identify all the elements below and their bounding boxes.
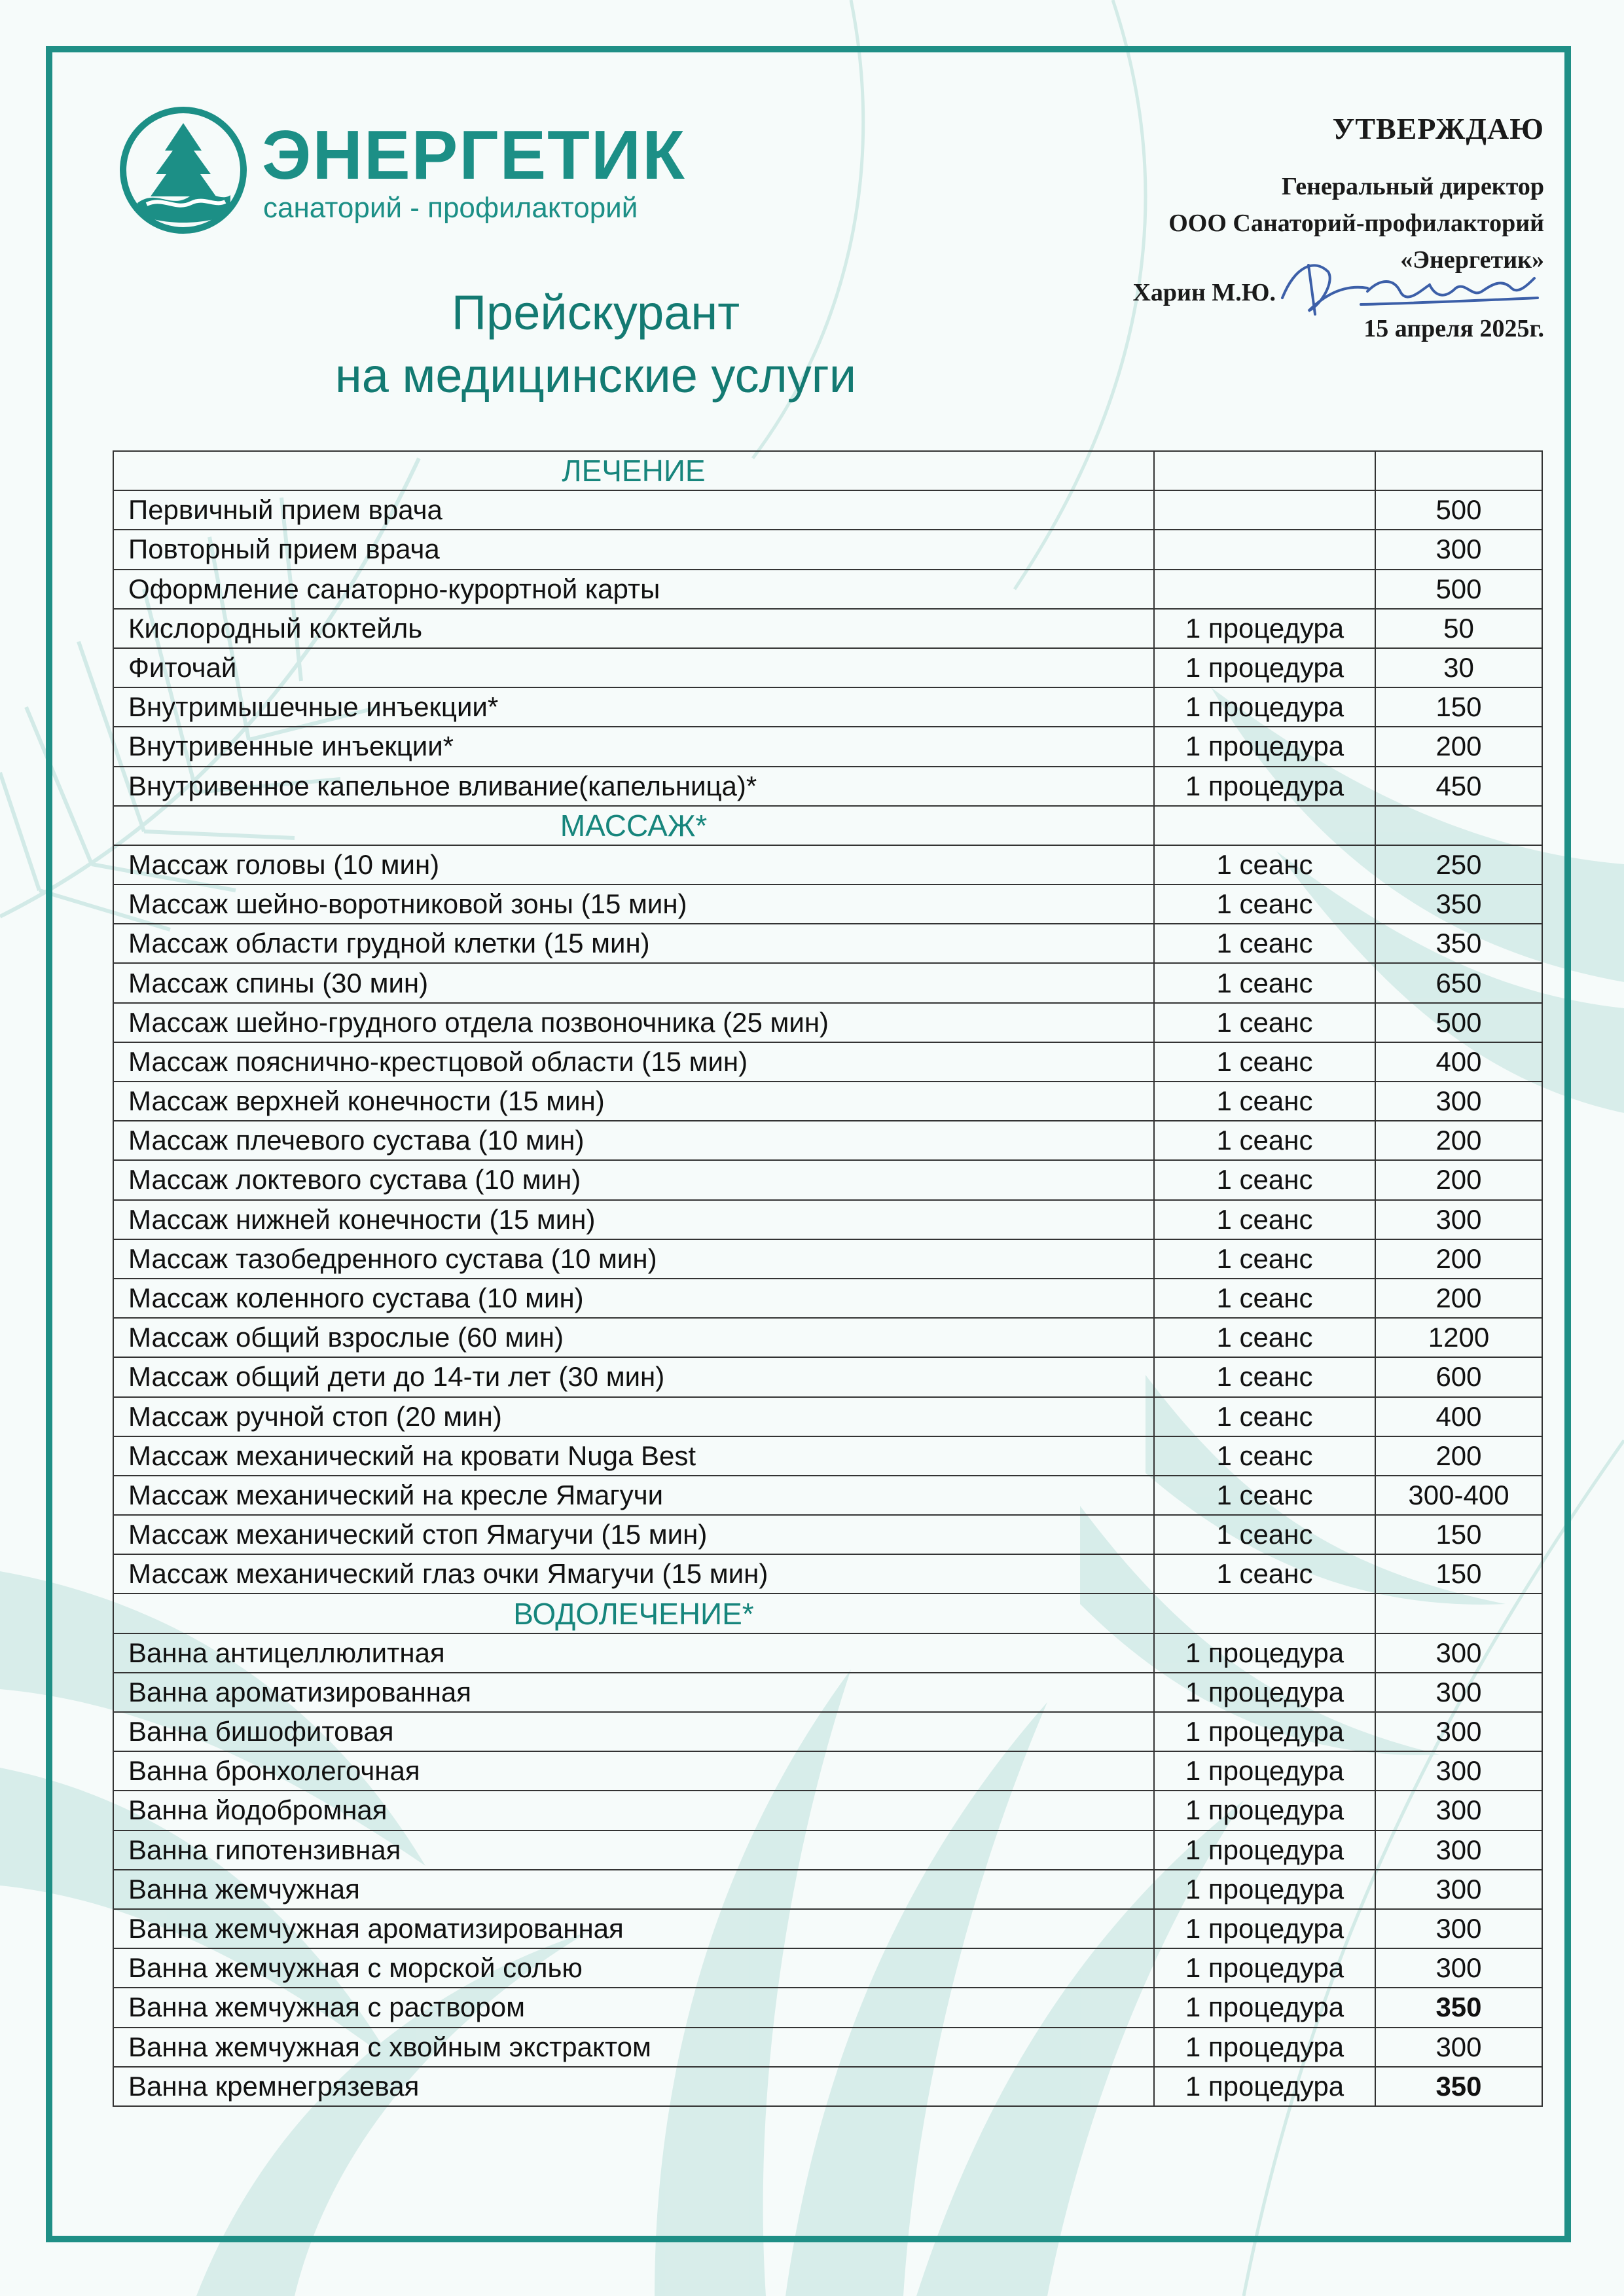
service-unit: 1 процедура [1154, 1751, 1375, 1791]
service-price: 300 [1375, 1200, 1542, 1239]
service-unit: 1 процедура [1154, 1633, 1375, 1673]
table-row [113, 1082, 1542, 1121]
service-unit: 1 сеанс [1154, 924, 1375, 963]
table-row [113, 1712, 1542, 1751]
service-price: 150 [1375, 687, 1542, 727]
table-row [113, 490, 1542, 530]
service-name: Ванна йодобромная [113, 1791, 1154, 1830]
service-unit: 1 сеанс [1154, 1160, 1375, 1199]
table-row [113, 1870, 1542, 1909]
service-unit [1154, 490, 1375, 530]
service-unit: 1 сеанс [1154, 845, 1375, 884]
table-row [113, 963, 1542, 1002]
service-unit: 1 процедура [1154, 1712, 1375, 1751]
service-price: 1200 [1375, 1318, 1542, 1357]
service-unit: 1 сеанс [1154, 1279, 1375, 1318]
service-unit: 1 процедура [1154, 1831, 1375, 1870]
service-price: 400 [1375, 1397, 1542, 1436]
service-unit: 1 процедура [1154, 1870, 1375, 1909]
service-name: Массаж механический на кровати Nuga Best [113, 1436, 1154, 1476]
service-name: Фиточай [113, 648, 1154, 687]
service-price: 200 [1375, 1121, 1542, 1160]
table-row [113, 1909, 1542, 1948]
service-unit: 1 сеанс [1154, 1042, 1375, 1082]
table-row [113, 687, 1542, 727]
service-price: 300 [1375, 1831, 1542, 1870]
service-unit: 1 сеанс [1154, 1121, 1375, 1160]
section-empty-cell [1154, 1594, 1375, 1633]
service-price: 350 [1375, 924, 1542, 963]
table-row [113, 1673, 1542, 1712]
service-name: Массаж головы (10 мин) [113, 845, 1154, 884]
service-name: Массаж коленного сустава (10 мин) [113, 1279, 1154, 1318]
service-name: Ванна кремнегрязевая [113, 2067, 1154, 2106]
section-title: ЛЕЧЕНИЕ [113, 451, 1154, 490]
approval-company-name: «Энергетик» [1400, 246, 1544, 274]
table-row [113, 648, 1542, 687]
table-row [113, 2028, 1542, 2067]
approval-date: 15 апреля 2025г. [1363, 315, 1544, 342]
approval-block [981, 111, 1544, 345]
service-price: 300 [1375, 1673, 1542, 1712]
service-name: Массаж шейно-воротниковой зоны (15 мин) [113, 884, 1154, 924]
service-name: Массаж тазобедренного сустава (10 мин) [113, 1239, 1154, 1279]
service-price: 300 [1375, 530, 1542, 569]
service-name: Ванна бишофитовая [113, 1712, 1154, 1751]
service-price: 500 [1375, 1003, 1542, 1042]
table-row [113, 1318, 1542, 1357]
service-name: Ванна жемчужная [113, 1870, 1154, 1909]
page-title [262, 282, 929, 407]
service-price: 300 [1375, 1751, 1542, 1791]
table-row [113, 2067, 1542, 2106]
section-title: ВОДОЛЕЧЕНИЕ* [113, 1594, 1154, 1633]
service-price: 300 [1375, 2028, 1542, 2067]
table-row [113, 1160, 1542, 1199]
page-title-line2: на медицинские услуги [334, 348, 857, 403]
service-name: Массаж общий взрослые (60 мин) [113, 1318, 1154, 1357]
service-unit: 1 сеанс [1154, 1436, 1375, 1476]
service-unit: 1 процедура [1154, 727, 1375, 766]
service-unit: 1 сеанс [1154, 884, 1375, 924]
service-name: Ванна жемчужная с раствором [113, 1988, 1154, 2027]
table-row [113, 845, 1542, 884]
table-row [113, 609, 1542, 648]
service-name: Внутривенные инъекции* [113, 727, 1154, 766]
service-name: Массаж локтевого сустава (10 мин) [113, 1160, 1154, 1199]
service-unit: 1 процедура [1154, 2067, 1375, 2106]
logo-subtitle: санаторий - профилакторий [263, 192, 638, 224]
table-row [113, 1476, 1542, 1515]
service-price: 450 [1375, 767, 1542, 806]
service-unit: 1 процедура [1154, 1909, 1375, 1948]
table-row [113, 1751, 1542, 1791]
signature-icon [1269, 252, 1544, 324]
service-price: 300-400 [1375, 1476, 1542, 1515]
service-unit: 1 сеанс [1154, 1082, 1375, 1121]
service-unit: 1 процедура [1154, 1988, 1375, 2027]
section-header-row [113, 1594, 1542, 1633]
service-name: Массаж общий дети до 14-ти лет (30 мин) [113, 1357, 1154, 1396]
service-price: 200 [1375, 1239, 1542, 1279]
service-name: Внутримышечные инъекции* [113, 687, 1154, 727]
service-unit: 1 процедура [1154, 1673, 1375, 1712]
approval-position: Генеральный директор [1281, 173, 1544, 200]
section-empty-cell [1375, 1594, 1542, 1633]
service-price: 30 [1375, 648, 1542, 687]
service-price: 150 [1375, 1515, 1542, 1554]
service-price: 500 [1375, 570, 1542, 609]
table-row [113, 1791, 1542, 1830]
service-price: 300 [1375, 1082, 1542, 1121]
section-header-row [113, 806, 1542, 845]
table-row [113, 1042, 1542, 1082]
table-row [113, 1279, 1542, 1318]
table-row [113, 1633, 1542, 1673]
service-unit: 1 сеанс [1154, 1476, 1375, 1515]
logo-name: ЭНЕРГЕТИК [262, 117, 686, 194]
approval-director-name: Харин М.Ю. [1132, 279, 1276, 306]
table-row [113, 570, 1542, 609]
service-name: Внутривенное капельное вливание(капельница)* [113, 767, 1154, 806]
service-name: Массаж пояснично-крестцовой области (15 мин) [113, 1042, 1154, 1082]
table-row [113, 1988, 1542, 2027]
service-name: Массаж верхней конечности (15 мин) [113, 1082, 1154, 1121]
service-unit: 1 сеанс [1154, 1318, 1375, 1357]
service-unit: 1 сеанс [1154, 963, 1375, 1002]
service-name: Массаж механический стоп Ямагучи (15 мин) [113, 1515, 1154, 1554]
service-price: 300 [1375, 1909, 1542, 1948]
service-unit: 1 процедура [1154, 2028, 1375, 2067]
service-unit: 1 сеанс [1154, 1003, 1375, 1042]
service-price: 250 [1375, 845, 1542, 884]
service-unit: 1 сеанс [1154, 1554, 1375, 1594]
service-price: 650 [1375, 963, 1542, 1002]
service-price: 350 [1375, 1988, 1542, 2027]
service-unit: 1 процедура [1154, 609, 1375, 648]
service-unit: 1 сеанс [1154, 1357, 1375, 1396]
table-row [113, 1239, 1542, 1279]
service-name: Ванна жемчужная с хвойным экстрактом [113, 2028, 1154, 2067]
service-price: 150 [1375, 1554, 1542, 1594]
service-price: 350 [1375, 2067, 1542, 2106]
service-name: Массаж нижней конечности (15 мин) [113, 1200, 1154, 1239]
service-name: Ванна ароматизированная [113, 1673, 1154, 1712]
service-name: Кислородный коктейль [113, 609, 1154, 648]
service-name: Повторный прием врача [113, 530, 1154, 569]
pine-tree-wave-icon [118, 105, 249, 236]
section-empty-cell [1375, 451, 1542, 490]
service-name: Массаж области грудной клетки (15 мин) [113, 924, 1154, 963]
service-name: Массаж плечевого сустава (10 мин) [113, 1121, 1154, 1160]
service-name: Ванна бронхолегочная [113, 1751, 1154, 1791]
price-table [113, 450, 1543, 2107]
section-empty-cell [1154, 806, 1375, 845]
section-header-row [113, 451, 1542, 490]
service-price: 400 [1375, 1042, 1542, 1082]
service-price: 200 [1375, 1279, 1542, 1318]
service-price: 300 [1375, 1633, 1542, 1673]
service-unit: 1 процедура [1154, 687, 1375, 727]
service-price: 50 [1375, 609, 1542, 648]
table-row [113, 924, 1542, 963]
section-empty-cell [1375, 806, 1542, 845]
table-row [113, 1200, 1542, 1239]
table-row [113, 1357, 1542, 1396]
price-table-body [113, 451, 1542, 2106]
service-name: Ванна гипотензивная [113, 1831, 1154, 1870]
table-row [113, 884, 1542, 924]
service-name: Ванна антицеллюлитная [113, 1633, 1154, 1673]
service-name: Массаж шейно-грудного отдела позвоночника (25 мин) [113, 1003, 1154, 1042]
approval-company: ООО Санаторий-профилакторий [1168, 210, 1544, 237]
service-price: 200 [1375, 727, 1542, 766]
service-price: 350 [1375, 884, 1542, 924]
approval-header: УТВЕРЖДАЮ [1332, 112, 1544, 145]
service-price: 300 [1375, 1870, 1542, 1909]
page-title-line1: Прейскурант [451, 285, 740, 340]
table-row [113, 1397, 1542, 1436]
service-name: Оформление санаторно-курортной карты [113, 570, 1154, 609]
service-unit: 1 сеанс [1154, 1239, 1375, 1279]
table-row [113, 1436, 1542, 1476]
table-row [113, 1948, 1542, 1988]
service-price: 300 [1375, 1712, 1542, 1751]
table-row [113, 1554, 1542, 1594]
service-name: Массаж механический глаз очки Ямагучи (15 мин) [113, 1554, 1154, 1594]
service-name: Ванна жемчужная с морской солью [113, 1948, 1154, 1988]
section-title: МАССАЖ* [113, 806, 1154, 845]
service-unit [1154, 570, 1375, 609]
service-name: Первичный прием врача [113, 490, 1154, 530]
service-name: Массаж спины (30 мин) [113, 963, 1154, 1002]
table-row [113, 727, 1542, 766]
service-name: Массаж ручной стоп (20 мин) [113, 1397, 1154, 1436]
logo [118, 105, 686, 236]
table-row [113, 1831, 1542, 1870]
table-row [113, 1003, 1542, 1042]
service-unit: 1 процедура [1154, 1791, 1375, 1830]
service-price: 300 [1375, 1948, 1542, 1988]
service-price: 500 [1375, 490, 1542, 530]
service-unit [1154, 530, 1375, 569]
service-unit: 1 процедура [1154, 767, 1375, 806]
service-price: 200 [1375, 1160, 1542, 1199]
table-row [113, 1515, 1542, 1554]
table-row [113, 1121, 1542, 1160]
service-price: 600 [1375, 1357, 1542, 1396]
service-name: Ванна жемчужная ароматизированная [113, 1909, 1154, 1948]
service-name: Массаж механический на кресле Ямагучи [113, 1476, 1154, 1515]
service-unit: 1 сеанс [1154, 1397, 1375, 1436]
service-unit: 1 сеанс [1154, 1515, 1375, 1554]
table-row [113, 767, 1542, 806]
service-unit: 1 сеанс [1154, 1200, 1375, 1239]
service-unit: 1 процедура [1154, 648, 1375, 687]
table-row [113, 530, 1542, 569]
service-price: 300 [1375, 1791, 1542, 1830]
service-unit: 1 процедура [1154, 1948, 1375, 1988]
section-empty-cell [1154, 451, 1375, 490]
service-price: 200 [1375, 1436, 1542, 1476]
